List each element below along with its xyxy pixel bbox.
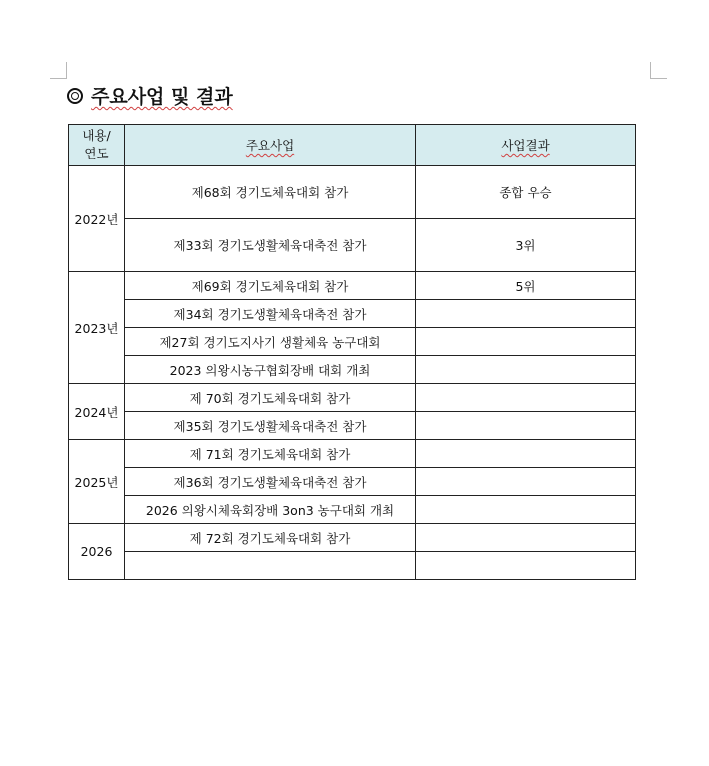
project-cell: 제36회 경기도생활체육대축전 참가 xyxy=(125,468,416,496)
result-cell xyxy=(416,384,636,412)
project-cell: 제 72회 경기도체육대회 참가 xyxy=(125,524,416,552)
page-corner-mark-left xyxy=(50,62,67,79)
table-row xyxy=(69,328,636,356)
project-cell: 제69회 경기도체육대회 참가 xyxy=(125,272,416,300)
result-cell xyxy=(416,552,636,580)
table-row xyxy=(69,300,636,328)
table-row xyxy=(69,412,636,440)
header-year xyxy=(69,125,125,166)
table-row xyxy=(69,440,636,468)
header-project xyxy=(125,125,416,166)
project-cell xyxy=(125,552,416,580)
header-project-label: 주요사업 xyxy=(245,138,295,153)
result-cell: 3위 xyxy=(416,219,636,272)
table-row xyxy=(69,524,636,552)
year-cell: 2026 xyxy=(69,524,125,580)
header-year-line2: 연도 xyxy=(84,146,109,161)
table-row xyxy=(69,552,636,580)
year-cell: 2023년 xyxy=(69,272,125,384)
result-cell xyxy=(416,356,636,384)
table-header-row xyxy=(69,125,636,166)
result-cell xyxy=(416,412,636,440)
section-heading xyxy=(67,82,233,109)
table-row xyxy=(69,384,636,412)
project-cell: 2026 의왕시체육회장배 3on3 농구대회 개최 xyxy=(125,496,416,524)
result-cell xyxy=(416,468,636,496)
result-cell: 종합 우승 xyxy=(416,166,636,219)
table-row xyxy=(69,272,636,300)
project-cell: 제 70회 경기도체육대회 참가 xyxy=(125,384,416,412)
header-result-label: 사업결과 xyxy=(501,138,550,153)
project-cell: 제 71회 경기도체육대회 참가 xyxy=(125,440,416,468)
table-row xyxy=(69,468,636,496)
result-cell xyxy=(416,440,636,468)
project-cell: 2023 의왕시농구협회장배 대회 개최 xyxy=(125,356,416,384)
header-result xyxy=(416,125,636,166)
result-cell xyxy=(416,496,636,524)
project-cell: 제34회 경기도생활체육대축전 참가 xyxy=(125,300,416,328)
table-row xyxy=(69,166,636,219)
year-cell: 2022년 xyxy=(69,166,125,272)
project-cell: 제68회 경기도체육대회 참가 xyxy=(125,166,416,219)
year-cell: 2024년 xyxy=(69,384,125,440)
header-year-line1: 내용/ xyxy=(82,128,111,143)
page-corner-mark-right xyxy=(650,62,667,79)
double-circle-icon xyxy=(67,88,83,104)
project-cell: 제33회 경기도생활체육대축전 참가 xyxy=(125,219,416,272)
projects-table xyxy=(68,124,636,580)
table-row xyxy=(69,496,636,524)
project-cell: 제27회 경기도지사기 생활체육 농구대회 xyxy=(125,328,416,356)
year-cell: 2025년 xyxy=(69,440,125,524)
result-cell xyxy=(416,300,636,328)
table-row xyxy=(69,219,636,272)
table-row xyxy=(69,356,636,384)
project-cell: 제35회 경기도생활체육대축전 참가 xyxy=(125,412,416,440)
result-cell: 5위 xyxy=(416,272,636,300)
result-cell xyxy=(416,524,636,552)
section-title: 주요사업 및 결과 xyxy=(91,86,233,108)
result-cell xyxy=(416,328,636,356)
